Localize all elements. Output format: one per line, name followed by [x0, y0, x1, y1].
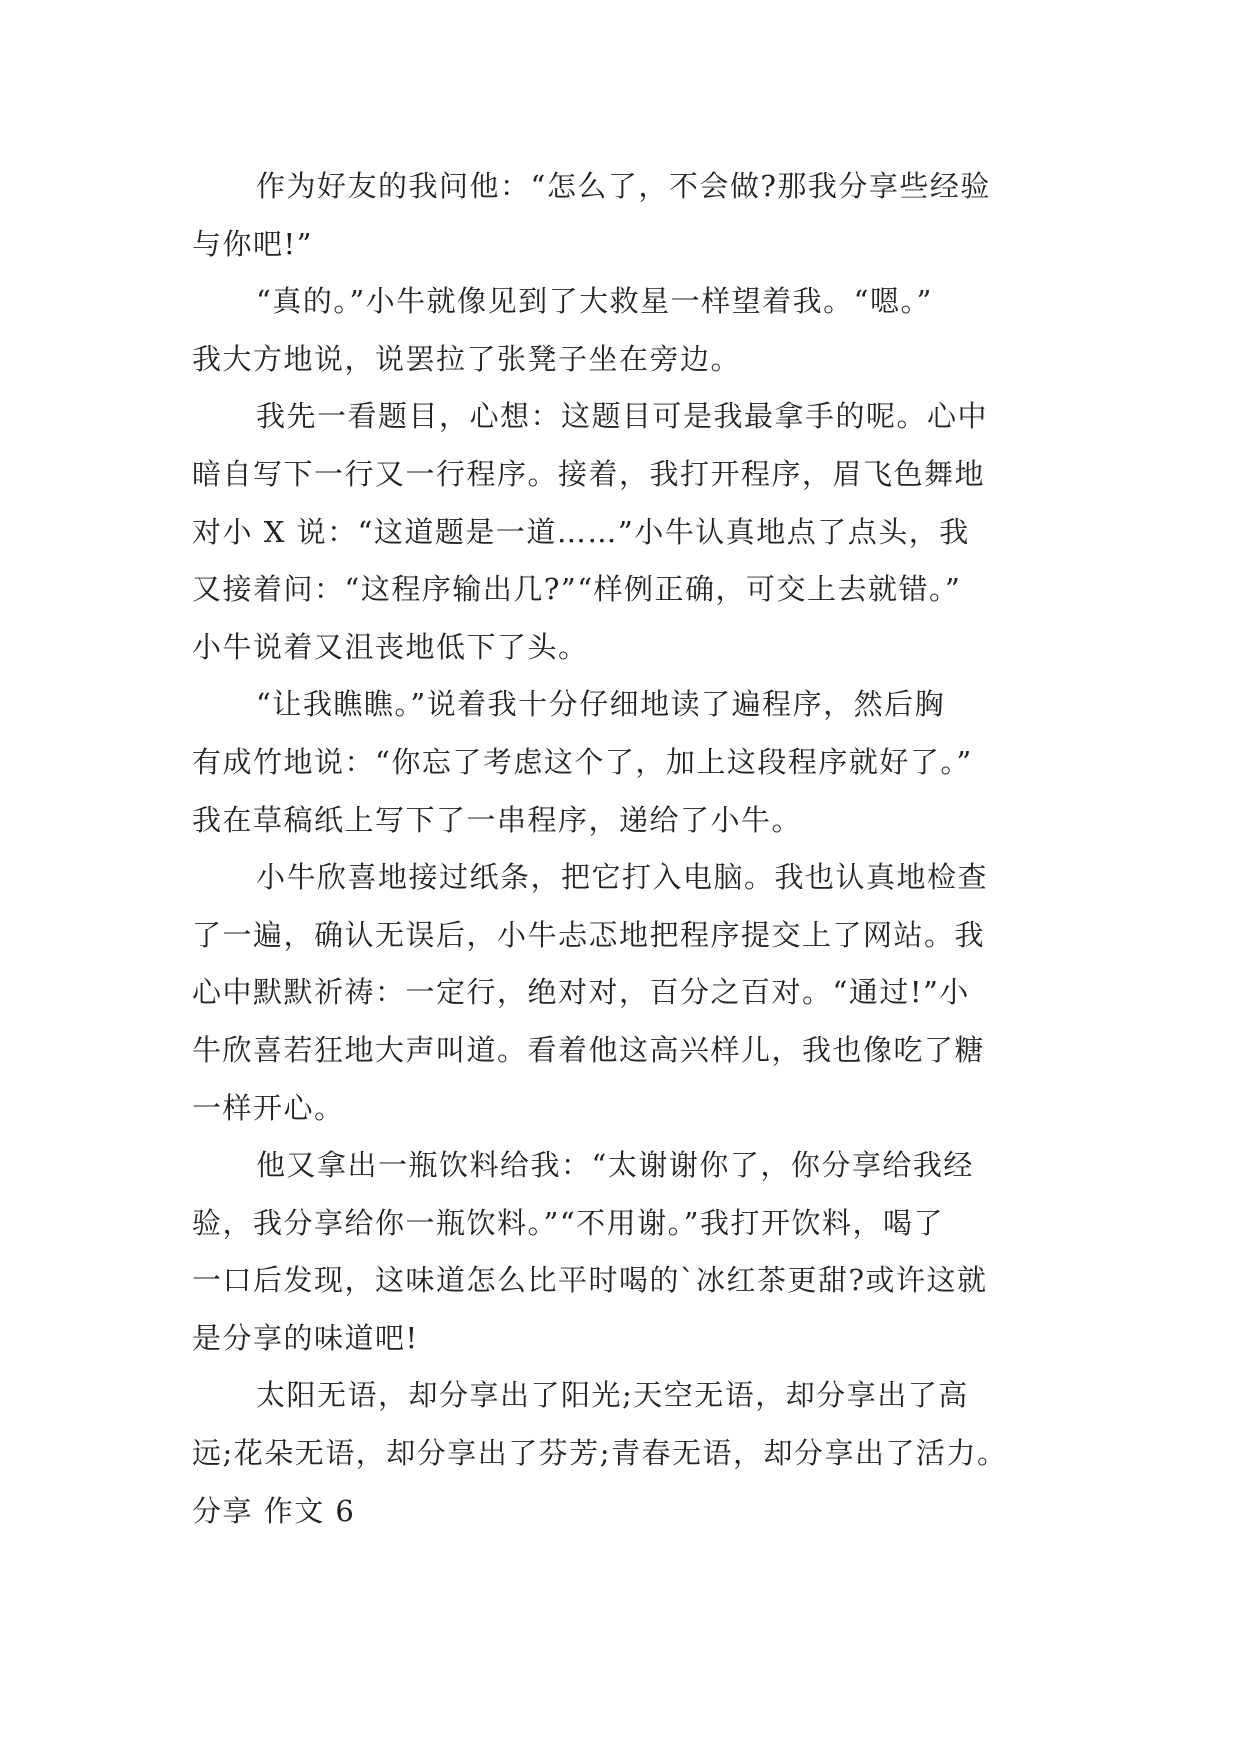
text-line: 是分享的味道吧!: [192, 1320, 419, 1355]
text-line: 又接着问：“这程序输出几?”“样例正确，可交上去就错。”: [192, 572, 962, 607]
text-line: 一口后发现，这味道怎么比平时喝的`冰红茶更甜?或许这就: [192, 1263, 988, 1298]
text-line: 小牛说着又沮丧地低下了头。: [192, 629, 589, 664]
text-line: 与你吧!”: [192, 226, 313, 261]
text-line: 作为好友的我问他：“怎么了，不会做?那我分享些经验: [256, 169, 991, 203]
text-line: 心中默默祈祷：一定行，绝对对，百分之百对。“通过!”小: [192, 975, 970, 1010]
text-line: “让我瞧瞧。”说着我十分仔细地读了遍程序，然后胸: [256, 687, 946, 722]
text-line: “真的。”小牛就像见到了大救星一样望着我。“嗯。”: [256, 284, 933, 319]
text-line: 他又拿出一瓶饮料给我：“太谢谢你了，你分享给我经: [256, 1148, 974, 1183]
text-line: 对小 X 说：“这道题是一道……”小牛认真地点了点头，我: [192, 514, 970, 549]
text-line: 了一遍，确认无误后，小牛忐忑地把程序提交上了网站。我: [192, 917, 986, 952]
text-line: 牛欣喜若狂地大声叫道。看着他这高兴样儿，我也像吃了糖: [192, 1032, 986, 1067]
document-body: [192, 158, 1057, 1540]
text-line: 暗自写下一行又一行程序。接着，我打开程序，眉飞色舞地: [192, 456, 986, 491]
text-line: 远;花朵无语，却分享出了芬芳;青春无语，却分享出了活力。: [192, 1436, 1008, 1471]
text-line: 小牛欣喜地接过纸条，把它打入电脑。我也认真地检查: [256, 860, 989, 895]
text-line: 一样开心。: [192, 1090, 345, 1125]
section-heading: 分享 作文 6: [192, 1493, 356, 1528]
text-line: 我大方地说，说罢拉了张凳子坐在旁边。: [192, 341, 742, 376]
text-line: 验，我分享给你一瓶饮料。”“不用谢。”我打开饮料，喝了: [192, 1205, 944, 1240]
text-line: 有成竹地说：“你忘了考虑这个了，加上这段程序就好了。”: [192, 744, 973, 779]
text-line: 太阳无语，却分享出了阳光;天空无语，却分享出了高: [256, 1378, 969, 1413]
text-line: 我先一看题目，心想：这题目可是我最拿手的呢。心中: [256, 399, 989, 434]
text-line: 我在草稿纸上写下了一串程序，递给了小牛。: [192, 802, 803, 837]
